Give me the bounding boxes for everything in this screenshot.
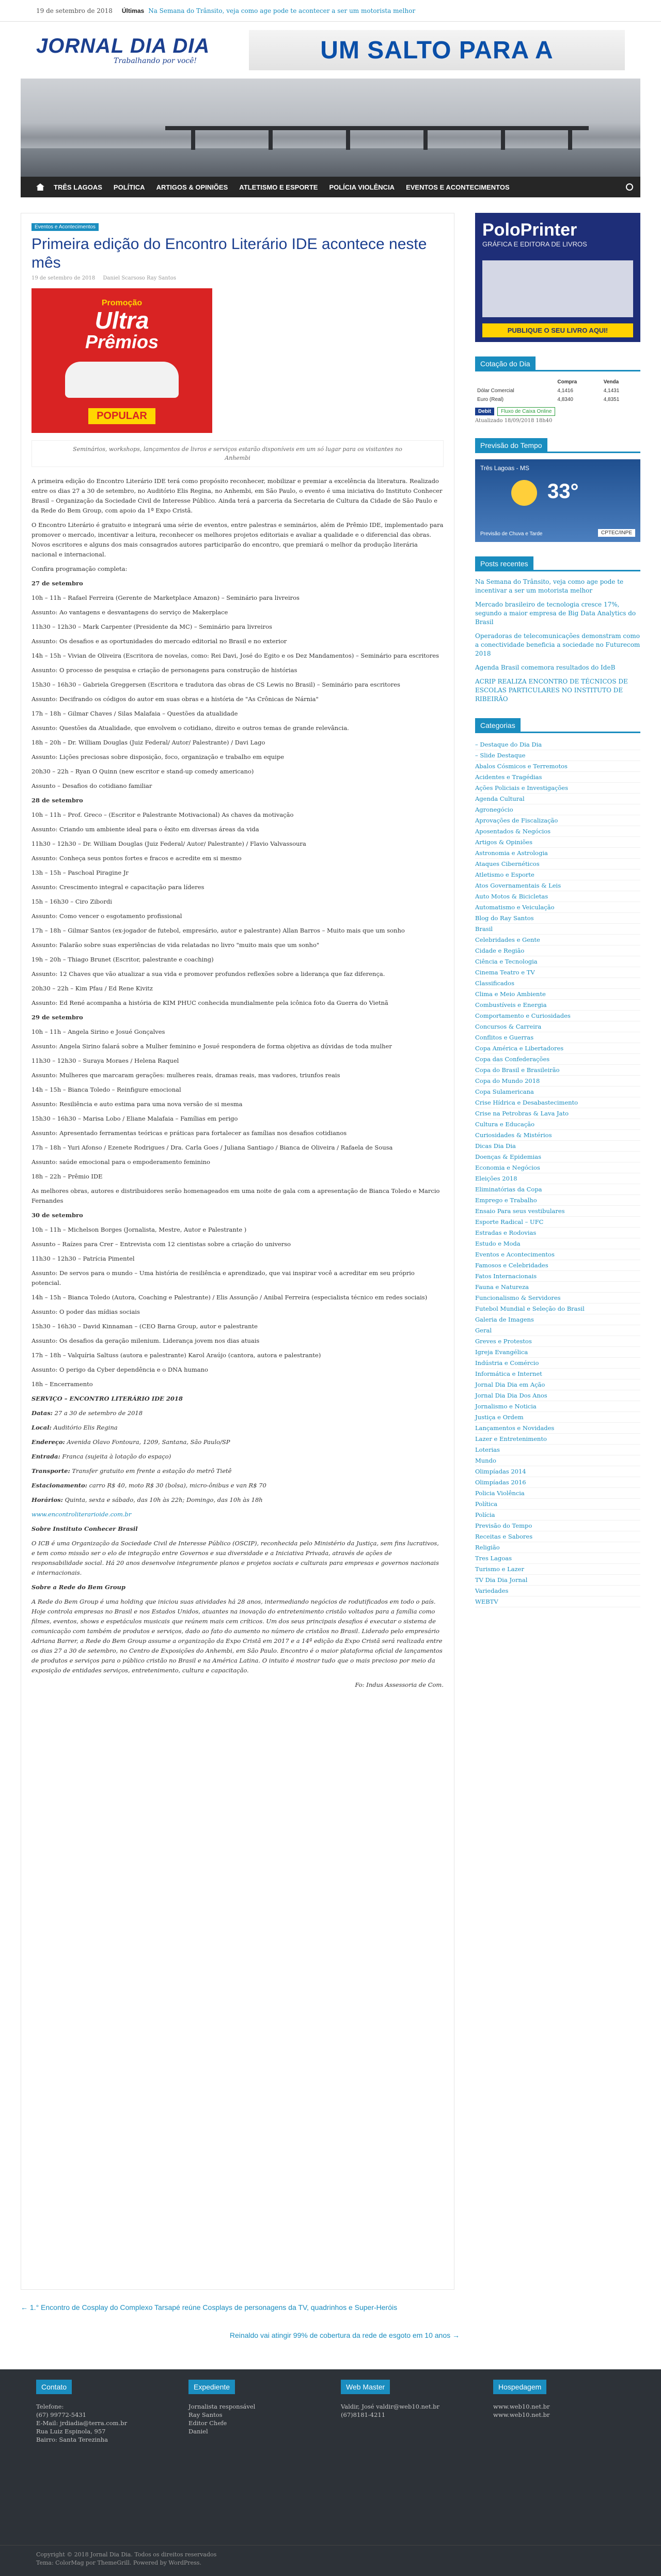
category-link[interactable]: Religião xyxy=(475,1542,640,1553)
service-line xyxy=(32,1452,444,1462)
service-value: Quinta, sexta e sábado, das 10h às 22h; Domingo, das 10h às 18h xyxy=(62,1496,263,1503)
service-label: Datas: xyxy=(32,1409,53,1417)
footer-line: www.web10.net.br xyxy=(493,2403,550,2410)
schedule-item: Assunto: Falarão sobre suas experiências de vida relatadas no livro "muito mais que um sonho" xyxy=(32,941,320,949)
logo-tagline: Trabalhando por você! xyxy=(114,57,197,65)
ad-line-3: Prêmios xyxy=(85,331,159,352)
article xyxy=(21,213,454,2290)
river-shape xyxy=(21,148,640,177)
footer-line: (67)8181-4211 xyxy=(341,2411,386,2418)
schedule-item: 13h – 15h – Paschoal Piragine Jr xyxy=(32,869,129,876)
recent-post-link[interactable]: Mercado brasileiro de tecnologia cresce 17%, segundo a maior empresa de Big Data Analytics do Brasil xyxy=(475,601,636,626)
schedule-item: Assunto: saúde emocional para o empoderamento feminino xyxy=(32,1158,210,1166)
category-link[interactable]: Clima e Meio Ambiente xyxy=(475,989,640,1000)
category-link[interactable]: Indústria e Comércio xyxy=(475,1358,640,1369)
category-link[interactable]: Ciência e Tecnologia xyxy=(475,956,640,967)
category-link[interactable]: Cultura e Educação xyxy=(475,1119,640,1130)
schedule-item: 15h – 16h30 – Ciro Zibordi xyxy=(32,898,112,905)
category-link[interactable]: Lazer e Entretenimento xyxy=(475,1434,640,1445)
category-link[interactable]: Funcionalismo & Servidores xyxy=(475,1293,640,1303)
schedule-item: Assunto: Ao vantagens e desvantagens do serviço de Makerplace xyxy=(32,609,228,616)
category-link[interactable]: Policia Violência xyxy=(475,1488,640,1499)
category-link[interactable]: Classificados xyxy=(475,978,640,989)
schedule-item: 20h30 – 22h – Kim Pfau / Ed Rene Kivitz xyxy=(32,985,153,992)
category-link[interactable]: Acidentes e Tragédias xyxy=(475,772,640,783)
category-link[interactable]: Cinema Teatro e TV xyxy=(475,967,640,978)
about-text: O ICB é uma Organização da Sociedade Civil de Interesse Público (OSCIP), reconhecida pelo Ministério da Justiça, sem fins lucrativos, e tem como missão ser o elo de integração entre Governos e sua diversidade e a Iniciativa Privada, através de ações de responsabilidade social. Há 20 anos desenvolve integramente planos e projetos sociais e culturais para empresas e governos nacionais e internacionais. xyxy=(32,1540,439,1576)
category-link[interactable]: Polícia xyxy=(475,1510,640,1520)
bridge-pier xyxy=(501,129,505,150)
current-date: 19 de setembro de 2018 xyxy=(36,7,113,14)
footer-line: Valdir, José valdir@web10.net.br xyxy=(341,2403,439,2410)
category-link[interactable]: Eleições 2018 xyxy=(475,1173,640,1184)
schedule-item: Assunto: 12 Chaves que vão atualizar a sua vida e promover profundos reflexões sobre a liderança que faz diferença. xyxy=(32,970,385,977)
category-link[interactable]: Auto Motos & Bicicletas xyxy=(475,891,640,902)
schedule-item: As melhores obras, autores e distribuidores serão homenageados em uma noite de gala com a apresentação de Bianca Toledo e Marcio Fernandes xyxy=(32,1187,440,1204)
category-link[interactable]: Copa do Mundo 2018 xyxy=(475,1076,640,1087)
category-link[interactable]: Cidade e Região xyxy=(475,945,640,956)
categories-widget xyxy=(475,718,640,1607)
site-footer xyxy=(0,2369,661,2545)
category-link[interactable]: Copa América e Libertadores xyxy=(475,1043,640,1054)
category-link[interactable]: Atos Governamentais & Leis xyxy=(475,880,640,891)
service-label: Horários: xyxy=(32,1496,63,1503)
footer-column xyxy=(36,2380,168,2535)
schedule-item: 20h30 – 22h – Ryan O Quinn (new escritor e stand-up comedy americano) xyxy=(32,768,254,775)
cotacao-cell: 4,8351 xyxy=(603,397,620,402)
previous-post-link[interactable]: ← 1.° Encontro de Cosplay do Complexo Tarsapé reúne Cosplays de personagens da TV, quadrinhos e Super-Heróis xyxy=(21,2303,398,2311)
category-link[interactable]: Economia e Negócios xyxy=(475,1162,640,1173)
schedule-item: Assunto: Ed René acompanha a história de KIM PHUC conhecida mundialmente pela icônica foto da Guerra do Vietnã xyxy=(32,999,388,1006)
bridge-pier xyxy=(269,129,273,150)
cotacao-header: Compra xyxy=(557,379,577,385)
polo-subtitle: GRÁFICA E EDITORA DE LIVROS xyxy=(482,240,587,248)
bem-text: A Rede do Bem Group é uma holding que iniciou suas atividades há 28 anos, intermediando negócios de rodutificados em todo o país. Hoje controla empresas no Brasil e nos Estados Unidos, atuantes na inovação do entretenimento cristão voltados para a família como filmes, eventos, shows e espetáculos musicais que reúnem mais cem críticos. Um dos seus principais desafios é executar o sistema de comunicação com também de produtos e serviços, dado ao fato do aumento no número de cristãos no Brasil. Liderado pelo empresário Adriana Barrer, a Rede do Bem Group assume a organização da Expo Cristã em 2017 e a 14ª edição da Expo Cristã será realizada entre os dias 27 a 30 de setembro, no Centro de Exposições do Anhembi, em São Paulo. Encontro é o maior plataforma oficial de lançamentos de produtos e serviços para o público cristão no Brasil e na América Latina. O intuito é mostrar tudo que o mais precioso por meio da exposição de entidades serviços, entretenimento, cultura e capacitação. xyxy=(32,1598,443,1674)
widget-title: Posts recentes xyxy=(475,556,533,571)
category-link[interactable]: Justiça e Ordem xyxy=(475,1412,640,1423)
logo-title: JORNAL DIA DIA xyxy=(36,35,210,57)
footer-line: Ray Santos xyxy=(188,2411,223,2418)
ad-line-1: Promoção xyxy=(101,299,143,307)
schedule-item: 19h – 20h – Thiago Brunet (Escritor, palestrante e coaching) xyxy=(32,956,214,963)
service-label: Local: xyxy=(32,1424,52,1431)
service-line xyxy=(32,1423,444,1433)
weather-temp: 33° xyxy=(547,480,579,503)
category-link[interactable]: Eliminatórias da Copa xyxy=(475,1184,640,1195)
category-link[interactable]: Olimpíadas 2014 xyxy=(475,1466,640,1477)
polo-ad-widget[interactable] xyxy=(475,213,640,342)
car-image xyxy=(65,362,179,398)
footer-line: Daniel xyxy=(188,2428,208,2435)
schedule-item: Assunto: Angela Sirino falará sobre a Mulher feminino e Josué respondera de forma objetiva as dúvidas de toda mulher xyxy=(32,1043,392,1050)
category-link[interactable]: Concursos & Carreira xyxy=(475,1021,640,1032)
nav-item[interactable]: TRÊS LAGOAS xyxy=(54,183,102,191)
ad-brand: POPULAR xyxy=(88,408,155,424)
category-link[interactable]: Copa do Brasil e Brasileirão xyxy=(475,1065,640,1076)
category-link[interactable]: Turismo e Lazer xyxy=(475,1564,640,1575)
schedule-item: Assunto: Os desafios da geração milenium. Liderança jovem nos dias atuais xyxy=(32,1337,260,1344)
site-header xyxy=(0,22,661,79)
category-link[interactable]: Fauna e Natureza xyxy=(475,1282,640,1293)
schedule-item: Assunto: Lições preciosas sobre disposição, foco, organização e trabalho em equipe xyxy=(32,753,285,761)
paragraph: A primeira edição do Encontro Literário IDE terá como propósito reconhecer, mobilizar e premiar a excelência da literatura. Realizado entre os dias 27 a 30 de setembro, no Auditório Elis Regina, no Anhembi, em São Paulo, o evento é uma iniciativa do Instituto Conhecer Brasil – Organização da Sociedade Civil de Interesse Público. Ainda terá a parceria da Secretaria de Cultura da Cidade de São Paulo e da Rede do Bem Group, com apoio da 1ª Expo Cristã. xyxy=(32,477,443,514)
schedule-item: 18h – 20h – Dr. William Douglas (Juiz Federal/ Autor/ Palestrante) / Davi Lago xyxy=(32,739,265,746)
latest-ticker-link[interactable]: Na Semana do Trânsito, veja como age pode te acontecer a ser um motorista melhor xyxy=(148,7,416,14)
schedule-item: Assunto: Questões da Atualidade, que envolvem o cotidiano, direito e outros temas de grande relevância. xyxy=(32,724,349,732)
categories-list xyxy=(475,739,640,1607)
cotacao-source[interactable] xyxy=(475,407,640,416)
schedule-item: Assunto – Desafios do cotidiano familiar xyxy=(32,782,152,789)
bridge-pier xyxy=(568,129,572,150)
image-caption: Seminários, workshops, lançamentos de livros e serviços estarão disponíveis em um só lugar para os visitantes no Anhembi xyxy=(32,440,444,467)
footer-column-title: Web Master xyxy=(341,2380,390,2394)
post-navigation xyxy=(0,2301,661,2339)
footer-column-title: Expediente xyxy=(188,2380,235,2394)
schedule-item: Assunto: Decifrando os códigos do autor em suas obras e a história de "As Crônicas de Nárnia" xyxy=(32,695,319,703)
service-value: Franca (sujeita à lotação do espaço) xyxy=(60,1453,171,1460)
service-heading: SERVIÇO – ENCONTRO LITERÁRIO IDE 2018 xyxy=(32,1395,183,1402)
category-link[interactable]: Artigos & Opiniões xyxy=(475,837,640,848)
service-line xyxy=(32,1408,444,1418)
latest-label: Últimas xyxy=(121,7,145,14)
cotacao-cell: 4,1431 xyxy=(603,388,620,394)
schedule-item: Assunto: O processo de pesquisa e criação de personagens para construção de histórias xyxy=(32,666,297,674)
schedule-item: 17h – 18h – Yuri Afonso / Ezenete Rodrigues / Dra. Carla Goes / Juliana Santiago / Bianca de Oliveira / Rafaela de Sousa xyxy=(32,1144,393,1151)
polo-ad[interactable] xyxy=(475,213,640,342)
category-link[interactable]: Informática e Internet xyxy=(475,1369,640,1379)
category-link[interactable]: Jornal Dia Dia em Ação xyxy=(475,1379,640,1390)
category-link[interactable]: Abalos Cósmicos e Terremotos xyxy=(475,761,640,772)
tempo-widget xyxy=(475,438,640,542)
article-body xyxy=(32,476,444,1690)
day-heading: 27 de setembro xyxy=(32,580,83,587)
article-meta xyxy=(32,275,444,281)
schedule-item: 15h30 – 16h30 – Gabriela Greggersen (Escritora e tradutora das obras de CS Lewis no Brasil) – Seminário para escritores xyxy=(32,681,400,688)
category-link[interactable]: Ações Policiais e Investigações xyxy=(475,783,640,794)
article-author[interactable]: Daniel Scarsoso Ray Santos xyxy=(103,275,176,281)
weather-city: Três Lagoas - MS xyxy=(480,464,529,472)
day-heading: 29 de setembro xyxy=(32,1014,83,1021)
site-logo[interactable] xyxy=(36,35,222,65)
schedule-item: 15h30 – 16h30 – Marisa Lobo / Eliane Malafaia – Famílias em perigo xyxy=(32,1115,238,1122)
recent-post-link[interactable]: Operadoras de telecomunicações demonstram como a conectividade beneficia a sociedade no Futurecom 2018 xyxy=(475,632,640,657)
article-ad[interactable] xyxy=(32,288,212,433)
schedule-item: Assunto: Os desafios e as oportunidades do mercado editorial no Brasil e no exterior xyxy=(32,638,287,645)
category-link[interactable]: Brasil xyxy=(475,924,640,935)
category-link[interactable]: Crise na Petrobras & Lava Jato xyxy=(475,1108,640,1119)
category-link[interactable]: Emprego e Trabalho xyxy=(475,1195,640,1206)
category-link[interactable]: Celebridades e Gente xyxy=(475,935,640,945)
category-link[interactable]: Atletismo e Esporte xyxy=(475,870,640,880)
service-line xyxy=(32,1437,444,1447)
category-link[interactable]: Lançamentos e Novidades xyxy=(475,1423,640,1434)
schedule-item: Assunto: De servos para o mundo – Uma história de resiliência e aprendizado, que vai inspirar você a acreditar em seu próprio potencial. xyxy=(32,1269,415,1286)
footer-column xyxy=(341,2380,473,2535)
category-link[interactable]: Astronomia e Astrologia xyxy=(475,848,640,859)
category-link[interactable]: Comportamento e Curiosidades xyxy=(475,1011,640,1021)
schedule-item: 18h – 22h – Prêmio IDE xyxy=(32,1173,103,1180)
bridge-pier xyxy=(346,129,350,150)
cotacao-cell: Dólar Comercial xyxy=(477,388,514,394)
schedule-item: Assunto – Raízes para Crer – Entrevista com 12 cientistas sobre a criação do universo xyxy=(32,1240,291,1248)
category-link[interactable]: Olimpíadas 2016 xyxy=(475,1477,640,1488)
category-link[interactable]: Estradas e Rodovias xyxy=(475,1228,640,1238)
books-image xyxy=(482,260,633,317)
category-link[interactable]: Copa Sulamericana xyxy=(475,1087,640,1097)
paragraph: Confira programação completa: xyxy=(32,565,128,572)
schedule-item: Assunto: Criando um ambiente ideal para o êxito em diversas áreas da vida xyxy=(32,826,259,833)
category-link[interactable]: Blog do Ray Santos xyxy=(475,913,640,924)
schedule-item: 17h – 18h – Gilmar Chaves / Silas Malafaia – Questões da atualidade xyxy=(32,710,238,717)
recent-post-link[interactable]: ACRIP REALIZA ENCONTRO DE TÉCNICOS DE ESCOLAS PARTICULARES NO INSTITUTO DE RIBEIRÃO xyxy=(475,678,628,703)
bem-heading: Sobre a Rede do Bem Group xyxy=(32,1584,125,1591)
main-nav xyxy=(21,177,640,197)
copyright-bar xyxy=(0,2545,661,2576)
schedule-item: 14h – 15h – Bianca Toledo (Autora, Coaching e Palestrante) / Elis Assunção / Anibal Ferreira (especialista técnico em redes sociais) xyxy=(32,1294,428,1301)
category-link[interactable]: Fatos Internacionais xyxy=(475,1271,640,1282)
category-link[interactable]: Loterias xyxy=(475,1445,640,1455)
schedule-item: 11h30 – 12h30 – Dr. William Douglas (Juiz Federal/ Autor/ Palestrante) / Flavio Valvassoura xyxy=(32,840,306,847)
category-link[interactable]: Receitas e Sabores xyxy=(475,1531,640,1542)
bridge-pier xyxy=(423,129,428,150)
footer-line: Telefone: xyxy=(36,2403,64,2410)
service-line xyxy=(32,1481,444,1491)
cotacao-updated: Atualizado 18/09/2018 18h40 xyxy=(475,418,553,424)
article-title: Primeira edição do Encontro Literário IDE acontece neste mês xyxy=(32,236,427,271)
category-link[interactable]: – Destaque do Dia Dia xyxy=(475,739,640,750)
category-link[interactable]: Jornalismo e Noticia xyxy=(475,1401,640,1412)
category-link[interactable]: Curiosidades & Mistérios xyxy=(475,1130,640,1141)
category-link[interactable]: Ataques Cibernéticos xyxy=(475,859,640,870)
category-link[interactable]: Conflitos e Guerras xyxy=(475,1032,640,1043)
bridge-shape xyxy=(165,126,589,130)
footer-line: Jornalista responsável xyxy=(188,2403,256,2410)
schedule-item: 11h30 – 12h30 – Mark Carpenter (Presidente da MC) – Seminário para livreiros xyxy=(32,623,272,630)
recent-post-link[interactable]: Agenda Brasil comemora resultados do IdeB xyxy=(475,664,616,671)
weather-box[interactable] xyxy=(475,459,640,542)
cotacao-header: Venda xyxy=(603,379,619,385)
category-link[interactable]: Variedades xyxy=(475,1586,640,1596)
category-link[interactable]: Famosos e Celebridades xyxy=(475,1260,640,1271)
cptec-logo: CPTEC/INPE xyxy=(598,529,635,537)
schedule-item: Assunto: Conheça seus pontos fortes e fracos e acredite em si mesmo xyxy=(32,855,242,862)
recent-posts-widget xyxy=(475,556,640,704)
category-link[interactable]: Geral xyxy=(475,1325,640,1336)
category-link[interactable]: Doenças & Epidemias xyxy=(475,1152,640,1162)
nav-item[interactable]: EVENTOS E ACONTECIMENTOS xyxy=(406,183,510,191)
service-label: Entrada: xyxy=(32,1453,60,1460)
footer-line: (67) 99772-5431 xyxy=(36,2411,86,2418)
content-wrap xyxy=(0,213,661,2290)
widget-title: Categorias xyxy=(475,718,521,733)
service-link[interactable]: www.encontroliterarioide.com.br xyxy=(32,1511,132,1518)
schedule-item: 10h – 11h – Prof. Greco – (Escritor e Palestrante Motivacional) As chaves da motivação xyxy=(32,811,294,818)
category-link[interactable]: Esporte Radical – UFC xyxy=(475,1217,640,1228)
schedule-item: Assunto: Crescimento integral e capacitação para líderes xyxy=(32,883,204,891)
sun-icon xyxy=(511,480,537,506)
search-icon[interactable] xyxy=(626,183,633,191)
category-link[interactable]: Mundo xyxy=(475,1455,640,1466)
schedule-item: Assunto: O perigo da Cyber dependência e o DNA humano xyxy=(32,1366,208,1373)
weather-note: Previsão de Chuva e Tarde xyxy=(480,531,543,537)
day-heading: 30 de setembro xyxy=(32,1212,83,1219)
service-line xyxy=(32,1466,444,1476)
polo-title: PoloPrinter xyxy=(482,220,577,240)
category-link[interactable]: – Slide Destaque xyxy=(475,750,640,761)
service-value: Auditório Elis Regina xyxy=(51,1424,118,1431)
schedule-item: Assunto: Apresentado ferramentas teóricas e práticas para fortalecer as famílias nos desafios cotidianos xyxy=(32,1129,347,1137)
article-date[interactable]: 19 de setembro de 2018 xyxy=(32,275,96,281)
cotacao-header xyxy=(475,378,555,386)
category-link[interactable]: Aposentados & Negócios xyxy=(475,826,640,837)
category-link[interactable]: Agronegócio xyxy=(475,804,640,815)
category-link[interactable]: Aprovações de Fiscalização xyxy=(475,815,640,826)
schedule-item: 15h30 – 16h30 – David Kinnaman – (CEO Barna Group, autor e palestrante xyxy=(32,1323,258,1330)
cotacao-widget xyxy=(475,356,640,424)
schedule-item: 11h30 – 12h30 – Suraya Moraes / Helena Raquel xyxy=(32,1057,179,1064)
top-bar xyxy=(0,0,661,22)
footer-column-title: Contato xyxy=(36,2380,72,2394)
category-link[interactable]: WEBTV xyxy=(475,1596,640,1607)
debit-logo: Debit xyxy=(475,408,494,415)
nav-item[interactable]: POLÍTICA xyxy=(113,183,145,191)
footer-column xyxy=(493,2380,625,2535)
service-label: Transporte: xyxy=(32,1467,70,1475)
ad-line-2: Ultra xyxy=(95,307,149,334)
schedule-item: 10h – 11h – Angela Sirino e Josué Gonçalves xyxy=(32,1028,165,1035)
schedule-item: 17h – 18h – Gilmar Santos (ex-jogador de futebol, empresário, autor e palestrante) Allan Barros – Muito mais que um sonho xyxy=(32,927,405,934)
polo-cta: PUBLIQUE O SEU LIVRO AQUI! xyxy=(482,323,633,337)
schedule-item: 18h – Encerramento xyxy=(32,1380,93,1388)
press-credit: Fo: Indus Assessoria de Com. xyxy=(355,1681,444,1688)
schedule-item: 11h30 – 12h30 – Patrícia Pimentel xyxy=(32,1255,135,1262)
schedule-item: 14h – 15h – Vivian de Oliveira (Escritora de novelas, como: Rei Davi, José do Egito e os Dez Mandamentos) – Seminário para escritores xyxy=(32,652,439,659)
schedule-item: 14h – 15h – Bianca Toledo – Reinfigure emocional xyxy=(32,1086,181,1093)
footer-line: www.web10.net.br xyxy=(493,2411,550,2418)
footer-line: Bairro: Santa Terezinha xyxy=(36,2436,108,2443)
recent-posts-list xyxy=(475,578,640,704)
schedule-item: 17h – 18h – Valquíria Saltuss (autora e palestrante) Karol Araújo (cantora, autora e palestrante) xyxy=(32,1352,321,1359)
next-post-link[interactable]: Reinaldo vai atingir 99% de cobertura da rede de esgoto em 10 anos → xyxy=(229,2331,460,2339)
category-link[interactable]: Copa das Confederações xyxy=(475,1054,640,1065)
category-tag[interactable]: Eventos e Acontecimentos xyxy=(32,223,99,231)
footer-column-title: Hospedagem xyxy=(493,2380,546,2394)
schedule-item: Assunto: O poder das mídias sociais xyxy=(32,1308,140,1315)
footer-line: Rua Luiz Espinola, 957 xyxy=(36,2428,106,2435)
widget-title: Previsão do Tempo xyxy=(475,438,547,453)
cotacao-cell: 4,1416 xyxy=(557,388,573,394)
widget-title: Cotação do Dia xyxy=(475,356,536,371)
category-link[interactable]: Futebol Mundial e Seleção do Brasil xyxy=(475,1303,640,1314)
about-heading: Sobre Instituto Conhecer Brasil xyxy=(32,1525,138,1532)
service-value: 27 a 30 de setembro de 2018 xyxy=(52,1409,143,1417)
cotacao-cell: 4,8340 xyxy=(557,397,573,402)
schedule-item: 10h – 11h – Rafael Ferreira (Gerente de Marketplace Amazon) – Seminário para livreiros xyxy=(32,594,300,601)
category-link[interactable]: Greves e Protestos xyxy=(475,1336,640,1347)
copyright-text: Copyright © 2018 Jornal Dia Dia. Todos os direitos reservados xyxy=(36,2551,217,2558)
service-label: Estacionamento: xyxy=(32,1482,87,1489)
cotacao-table xyxy=(475,378,640,404)
nav-item[interactable]: ARTIGOS & OPINIÕES xyxy=(156,183,228,191)
paragraph: O Encontro Literário é gratuito e integrará uma série de eventos, entre palestras e seminários, além de Prêmio IDE, implementado para promover o mercado, incentivar a leitura, reconhecer os melhores projetos editoriais e avaliar a qualidade e o diferencial das obras. Novos escritores e alguns dos mais consagrados autores participarão do encontro, que premiará o melhor da produção literária nacional e internacional. xyxy=(32,521,444,558)
day-heading: 28 de setembro xyxy=(32,797,83,804)
service-value: Transfer gratuito em frente a estação do metrô Tietê xyxy=(70,1467,232,1475)
footer-line: Editor Chefe xyxy=(188,2419,227,2427)
fluxo-link[interactable]: Fluxo de Caixa Online xyxy=(497,407,555,416)
service-value: Avenida Olavo Fontoura, 1209, Santana, São Paulo/SP xyxy=(65,1438,230,1446)
category-link[interactable]: Galeria de Imagens xyxy=(475,1314,640,1325)
header-image xyxy=(21,79,640,177)
category-link[interactable]: Crise Hídrica e Desabastecimento xyxy=(475,1097,640,1108)
schedule-item: Assunto: Mulheres que marcaram gerações: mulheres reais, dramas reais, mas vadores, triunfos reais xyxy=(32,1072,340,1079)
sidebar xyxy=(475,213,640,2290)
category-link[interactable]: Agenda Cultural xyxy=(475,794,640,804)
nav-item[interactable]: ATLETISMO E ESPORTE xyxy=(239,183,318,191)
schedule-item: 10h – 11h – Michelson Borges (Jornalista, Mestre, Autor e Palestrante ) xyxy=(32,1226,247,1233)
service-label: Endereço: xyxy=(32,1438,65,1446)
category-link[interactable]: Dicas Dia Dia xyxy=(475,1141,640,1152)
category-link[interactable]: Eventos e Acontecimentos xyxy=(475,1249,640,1260)
service-value: carro R$ 40, moto R$ 30 (bolsa), micro-ônibus e van R$ 70 xyxy=(87,1482,266,1489)
cotacao-cell: Euro (Real) xyxy=(477,397,504,402)
category-link[interactable]: Tres Lagoas xyxy=(475,1553,640,1564)
home-icon[interactable] xyxy=(36,183,44,191)
bridge-pier xyxy=(191,129,195,150)
category-link[interactable]: Estudo e Moda xyxy=(475,1238,640,1249)
theme-credit[interactable]: Tema: ColorMag por ThemeGrill. Powered by WordPress. xyxy=(36,2559,201,2566)
category-link[interactable]: TV Dia Dia Jornal xyxy=(475,1575,640,1586)
header-ad-banner[interactable]: UM SALTO PARA A xyxy=(249,30,625,70)
category-link[interactable]: Jornal Dia Dia Dos Anos xyxy=(475,1390,640,1401)
nav-item[interactable]: POLÍCIA VIOLÊNCIA xyxy=(329,183,395,191)
category-link[interactable]: Política xyxy=(475,1499,640,1510)
footer-column xyxy=(188,2380,320,2535)
service-line xyxy=(32,1495,444,1505)
category-link[interactable]: Automatismo e Veiculação xyxy=(475,902,640,913)
recent-post-link[interactable]: Na Semana do Trânsito, veja como age pode te incentivar a ser um motorista melhor xyxy=(475,578,624,594)
category-link[interactable]: Ensaio Para seus vestibulares xyxy=(475,1206,640,1217)
category-link[interactable]: Igreja Evangélica xyxy=(475,1347,640,1358)
schedule-item: Assunto: Resiliência e auto estima para uma nova versão de si mesma xyxy=(32,1100,243,1108)
schedule-item: Assunto: Como vencer o esgotamento profissional xyxy=(32,912,182,920)
category-link[interactable]: Previsão do Tempo xyxy=(475,1520,640,1531)
category-link[interactable]: Combustíveis e Energia xyxy=(475,1000,640,1011)
footer-line: E-Mail: jrdiadia@terra.com.br xyxy=(36,2419,128,2427)
